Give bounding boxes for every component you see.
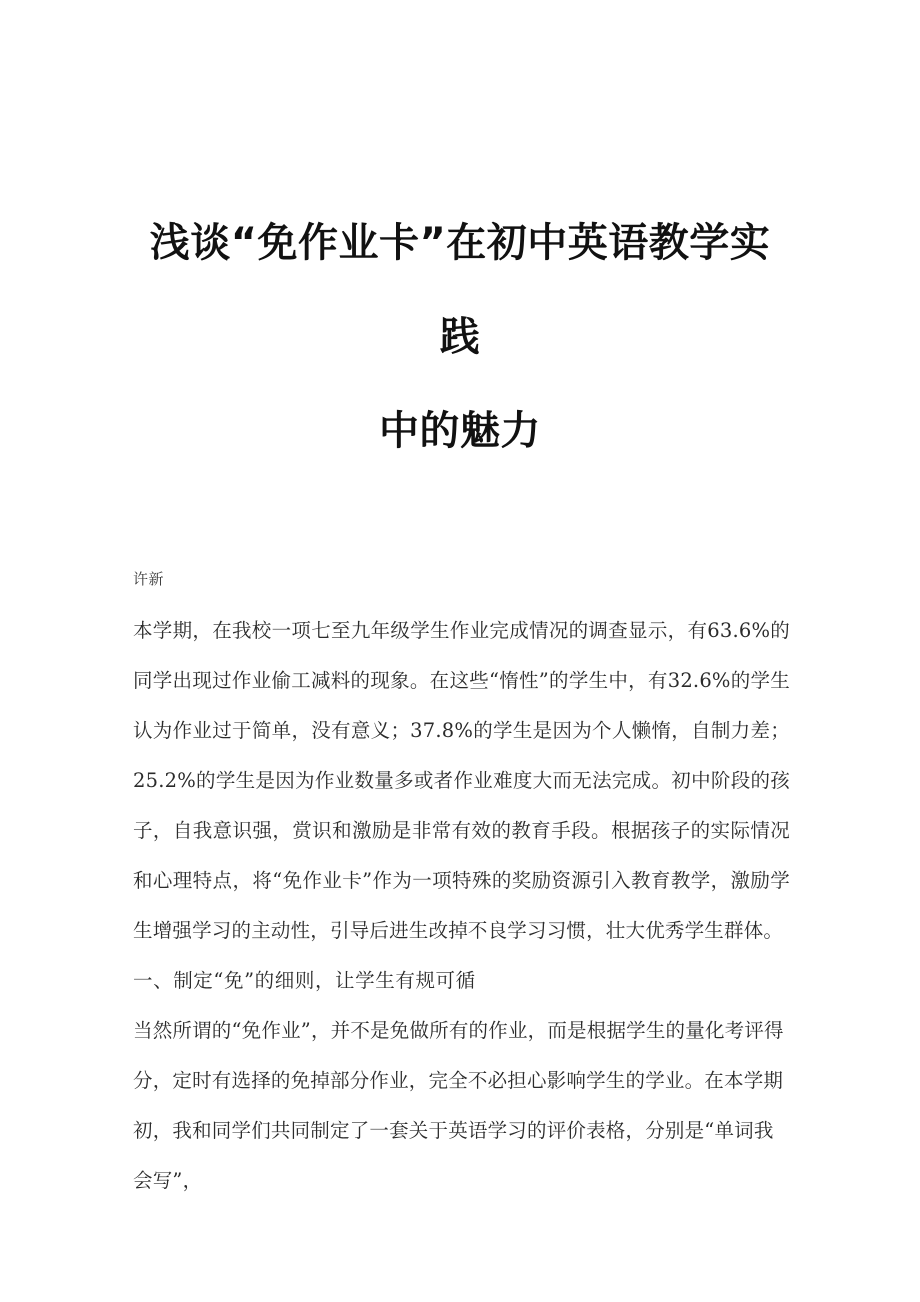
page-title-line-2: 中的魅力 <box>379 408 541 454</box>
body-paragraph-1: 本学期，在我校一项七至九年级学生作业完成情况的调查显示，有63.6%的同学出现过作业偷工减料的现象。在这些“惰性”的学生中，有32.6%的学生认为作业过于简单，没有意义；37.8%的学生是因为个人懒惰，自制力差；25.2%的学生是因为作业数量多或者作业难度大而无法完成。初中阶段的孩子，自我意识强，赏识和激励是非常有效的教育手段。根据孩子的实际情况和心理特点，将“免作业卡”作为一项特殊的奖励资源引入教育教学，激励学生增强学习的主动性，引导后进生改掉不良学习习惯，壮大优秀学生群体。 <box>133 619 790 942</box>
author-name: 许新 <box>133 570 165 588</box>
document-body <box>133 606 790 1206</box>
document-title-block <box>133 196 787 478</box>
section-heading-1: 一、制定“免”的细则，让学生有规可循 <box>133 969 476 992</box>
page-title-line-1: 浅谈“免作业卡”在初中英语教学实践 <box>149 220 771 360</box>
body-paragraph-2: 当然所谓的“免作业”，并不是免做所有的作业，而是根据学生的量化考评得分，定时有选择的免掉部分作业，完全不必担心影响学生的学业。在本学期初，我和同学们共同制定了一套关于英语学习的评价表格，分别是“单词我会写”， <box>133 1019 784 1192</box>
